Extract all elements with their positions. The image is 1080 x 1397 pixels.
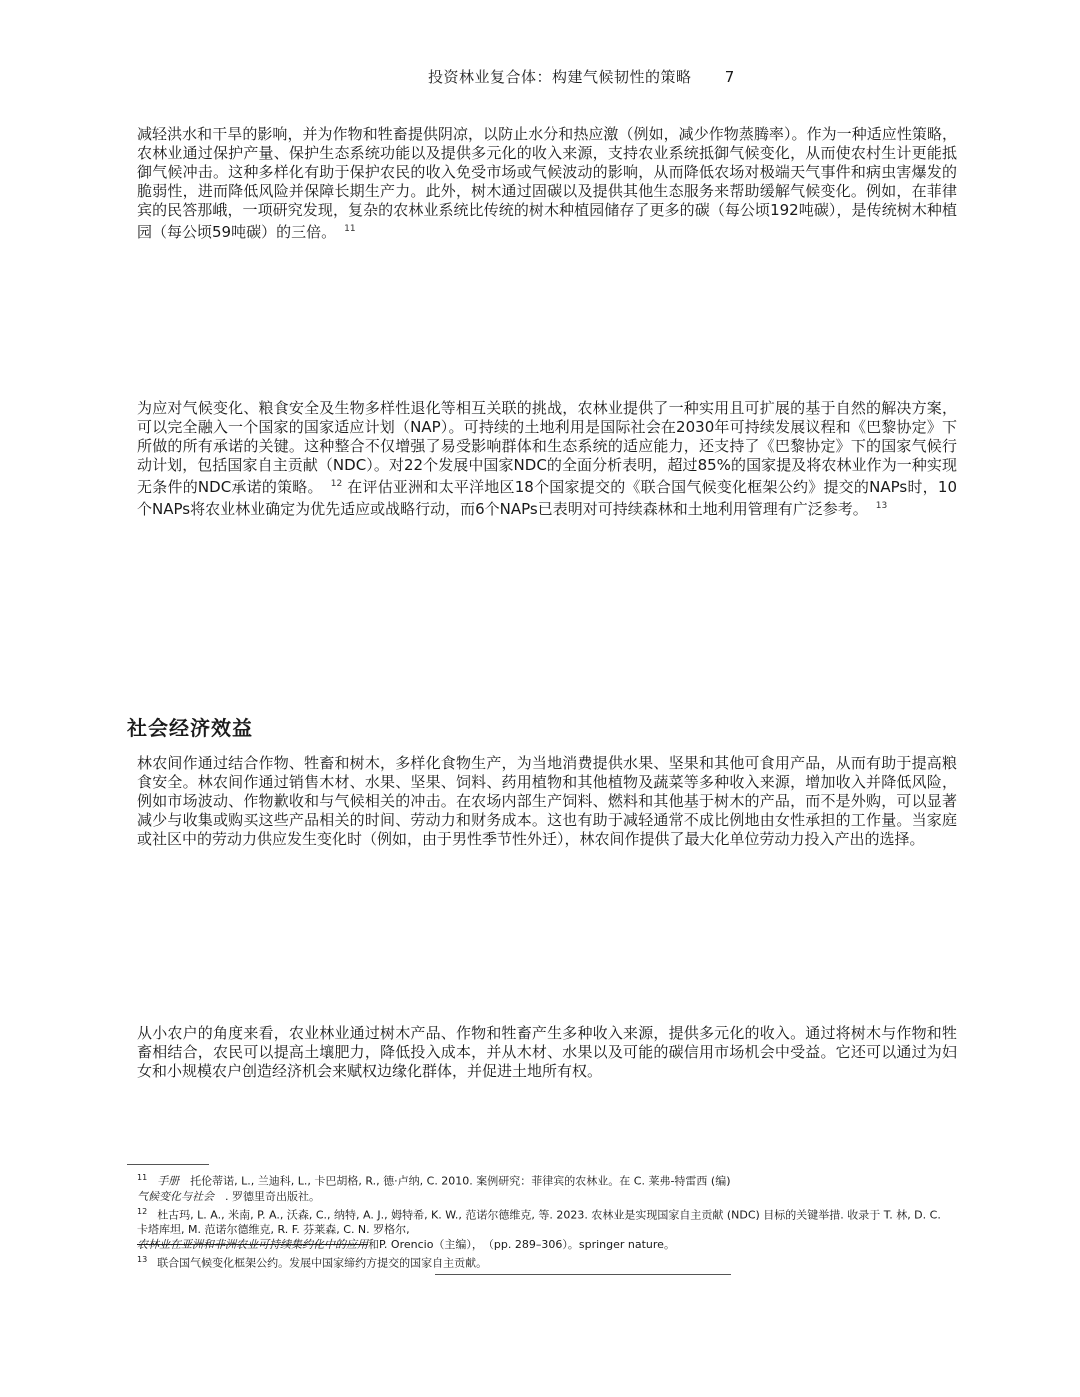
footnote-number: 12 xyxy=(137,1206,148,1216)
paragraph-text-b: 在评估亚洲和太平洋地区18个国家提交的《联合国气候变化框架公约》提交的NAPs时，10个NAPs将农业林业确定为优先适应或战略行动，而6个NAPs已表明对可持续森林和土地利用管理有广泛参考。 xyxy=(137,478,957,518)
footnote-italic: 气候变化与社会 xyxy=(137,1189,214,1203)
footnote-13 xyxy=(137,1252,947,1271)
footnote-strikethrough: 农林业在亚洲和非洲农业可持续集约化中的应用 xyxy=(137,1238,368,1252)
paragraph-text: 减轻洪水和干旱的影响，并为作物和牲畜提供阴凉，以防止水分和热应激（例如，减少作物蒸腾率）。作为一种适应性策略，农林业通过保护产量、保护生态系统功能以及提供多元化的收入来源，支持农业系统抵御气候变化，从而使农村生计更能抵御气候冲击。这种多样化有助于保护农民的收入免受市场或气候波动的影响，从而降低农场对极端天气事件和病虫害爆发的脆弱性，进而降低风险并保障长期生产力。此外，树木通过固碳以及提供其他生态服务来帮助缓解气候变化。例如，在菲律宾的民答那峨，一项研究发现，复杂的农林业系统比传统的树木种植园储存了更多的碳（每公顷192吨碳），是传统树木种植园（每公顷59吨碳）的三倍。 xyxy=(137,125,957,241)
page-number: 7 xyxy=(724,68,735,86)
footnote-ref-12[interactable]: 12 xyxy=(330,479,343,489)
footnote-ref-11[interactable]: 11 xyxy=(344,224,356,234)
running-header xyxy=(428,66,735,87)
section-heading: 社会经济效益 xyxy=(127,716,253,740)
footnote-text: 杜古玛, L. A., 米南, P. A., 沃森, C., 纳特, A. J., 姆特希, K. W., 范诺尔德维克, 等. 2023. 农林业是实现国家自主贡献 (NDC) 目标的关键举措. 收录于 T. 林, D. C. 卡塔库坦, M. 范诺尔德维克, R. F. 芬莱森, C. N. 罗格尔, xyxy=(137,1208,941,1237)
footnote-11 xyxy=(137,1170,947,1189)
paragraph-text: 林农间作通过结合作物、牲畜和树木，多样化食物生产，为当地消费提供水果、坚果和其他可食用产品，从而有助于提高粮食安全。林农间作通过销售木材、水果、坚果、饲料、药用植物和其他植物及蔬菜等多种收入来源，增加收入并降低风险，例如市场波动、作物歉收和与气候相关的冲击。在农场内部生产饲料、燃料和其他基于树木的产品，而不是外购，可以显著减少与收集或购买这些产品相关的时间、劳动力和财务成本。这也有助于减轻通常不成比例地由女性承担的工作量。当家庭或社区中的劳动力供应发生变化时（例如，由于男性季节性外迁），林农间作提供了最大化单位劳动力投入产出的选择。 xyxy=(137,754,957,848)
bottom-divider xyxy=(435,1274,731,1275)
footnote-text: 托伦蒂诺, L., 兰迪科, L., 卡巴胡格, R., 德·卢纳, C. 2010. 案例研究：菲律宾的农林业。在 C. 莱弗-特雷西 (编) xyxy=(190,1174,731,1188)
paragraph-text-a: 为应对气候变化、粮食安全及生物多样性退化等相互关联的挑战，农林业提供了一种实用且可扩展的基于自然的解决方案，可以完全融入一个国家的国家适应计划（NAP）。可持续的土地利用是国际社会在2030年可持续发展议程和《巴黎协定》下所做的所有承诺的关键。这种整合不仅增强了易受影响群体和生态系统的适应能力，还支持了《巴黎协定》下的国家气候行动计划，包括国家自主贡献（NDC）。对22个发展中国家NDC的全面分析表明，超过85%的国家提及将农林业作为一种实现无条件的NDC承诺的策略。 xyxy=(137,399,957,496)
footnote-number: 11 xyxy=(137,1173,148,1182)
paragraph-nap-ndc xyxy=(137,399,957,519)
footnote-11-cont xyxy=(137,1189,947,1204)
paragraph-climate-adaptation xyxy=(137,125,957,242)
footnote-text: 和P. Orencio（主编）， （pp. 289–306）。springer nature。 xyxy=(368,1238,675,1252)
paragraph-food-security xyxy=(137,754,957,849)
footnote-text: . 罗德里奇出版社。 xyxy=(225,1189,320,1203)
footnote-divider xyxy=(127,1164,209,1165)
paragraph-text: 从小农户的角度来看，农业林业通过树木产品、作物和牲畜产生多种收入来源，提供多元化的收入。通过将树木与作物和牲畜相结合，农民可以提高土壤肥力，降低投入成本，并从木材、水果以及可能的碳信用市场机会中受益。它还可以通过为妇女和小规模农户创造经济机会来赋权边缘化群体，并促进土地所有权。 xyxy=(137,1024,957,1080)
footnote-italic: 手册 xyxy=(157,1174,180,1188)
footnote-ref-13[interactable]: 13 xyxy=(875,501,888,511)
footnotes xyxy=(137,1170,947,1271)
footnote-text: 联合国气候变化框架公约。发展中国家缔约方提交的国家自主贡献。 xyxy=(157,1256,488,1270)
footnote-12-cont xyxy=(137,1237,947,1252)
paragraph-smallholder xyxy=(137,1024,957,1081)
header-title: 投资林业复合体：构建气候韧性的策略 xyxy=(428,68,692,86)
footnote-12 xyxy=(137,1204,947,1238)
footnote-number: 13 xyxy=(137,1255,148,1265)
